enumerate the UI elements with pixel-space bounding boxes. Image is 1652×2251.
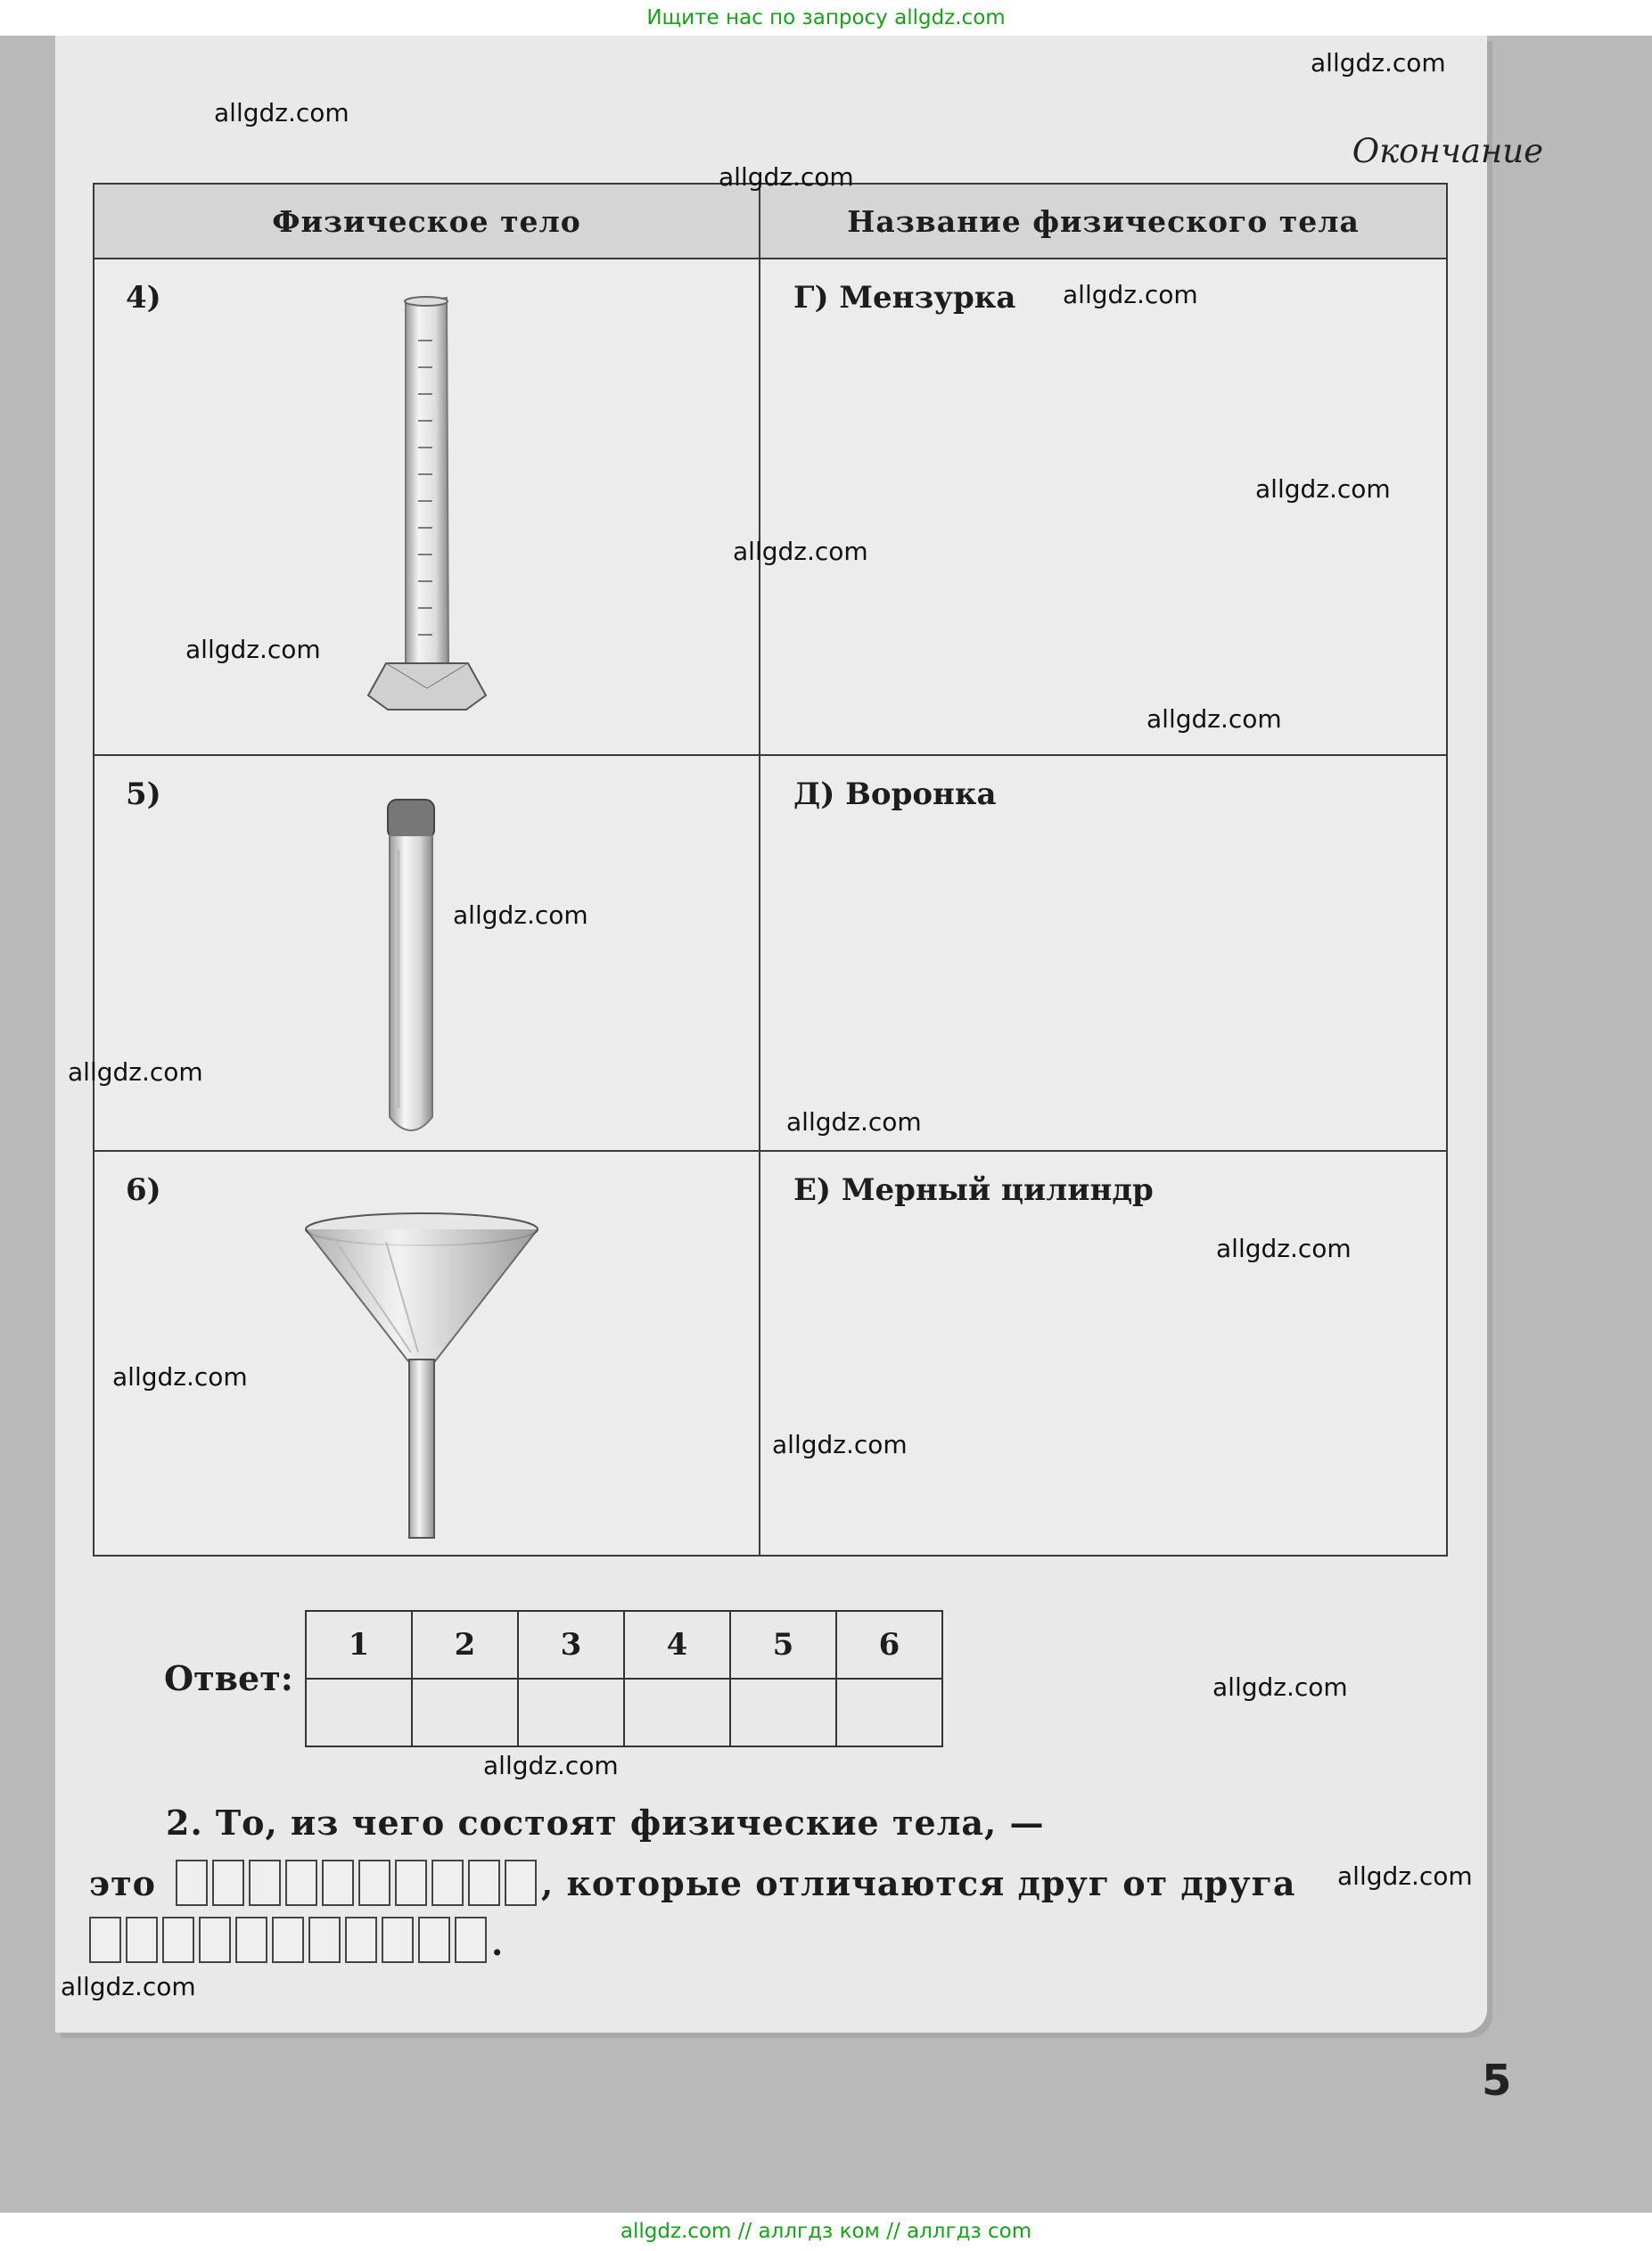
watermark[interactable]: allgdz.com: [1212, 1672, 1348, 1702]
name-cell-6: [760, 1151, 1447, 1556]
row-number: 5): [126, 776, 161, 812]
answer-input-4[interactable]: [624, 1679, 730, 1746]
test-tube-icon: [372, 796, 452, 1144]
watermark[interactable]: allgdz.com: [772, 1430, 908, 1459]
answer-col-5: 5: [730, 1611, 836, 1679]
task2-period: .: [491, 1923, 504, 1963]
body-name: Е) Мерный цилиндр: [793, 1172, 1154, 1208]
body-cell-5: [94, 755, 760, 1151]
name-cell-5: [760, 755, 1447, 1151]
watermark[interactable]: allgdz.com: [1063, 280, 1198, 309]
letter-box[interactable]: [418, 1917, 450, 1963]
watermark[interactable]: allgdz.com: [68, 1057, 203, 1087]
name-cell-4: [760, 259, 1447, 755]
funnel-icon: [297, 1210, 547, 1540]
letter-box[interactable]: [382, 1917, 414, 1963]
watermark[interactable]: allgdz.com: [112, 1362, 248, 1392]
letter-box[interactable]: [468, 1860, 500, 1906]
letter-box[interactable]: [322, 1860, 354, 1906]
answer-input-6[interactable]: [836, 1679, 942, 1746]
measuring-cylinder-icon: [359, 296, 502, 715]
watermark[interactable]: allgdz.com: [214, 98, 349, 127]
header-body-name: Название физического тела: [760, 184, 1447, 259]
letter-box[interactable]: [455, 1917, 487, 1963]
header-physical-body: Физическое тело: [94, 184, 760, 259]
task2-line1: 2. То, из чего состоят физические тела, —: [166, 1803, 1045, 1843]
top-banner-text[interactable]: Ищите нас по запросу allgdz.com: [646, 6, 1006, 29]
watermark[interactable]: allgdz.com: [786, 1107, 922, 1137]
row-number: 6): [126, 1172, 161, 1208]
answer-input-row: [306, 1679, 942, 1746]
task2-which-differ: , которые отличаются друг от друга: [541, 1862, 1296, 1903]
bottom-banner: [0, 2213, 1652, 2251]
letter-box[interactable]: [249, 1860, 281, 1906]
matching-table: [93, 183, 1448, 1557]
answer-col-1: 1: [306, 1611, 412, 1679]
watermark[interactable]: allgdz.com: [1337, 1861, 1473, 1891]
watermark[interactable]: allgdz.com: [719, 162, 854, 192]
letter-box[interactable]: [89, 1917, 121, 1963]
answer-header-row: [306, 1611, 942, 1679]
body-cell-4: [94, 259, 760, 755]
answer-col-3: 3: [518, 1611, 624, 1679]
letter-box[interactable]: [505, 1860, 537, 1906]
watermark[interactable]: allgdz.com: [185, 635, 321, 664]
letter-box[interactable]: [199, 1917, 231, 1963]
letter-box[interactable]: [235, 1917, 267, 1963]
task2-line2: [89, 1860, 1296, 1906]
answer-grid: [305, 1610, 943, 1747]
answer-col-6: 6: [836, 1611, 942, 1679]
answer-input-2[interactable]: [412, 1679, 518, 1746]
letter-boxes-2[interactable]: [89, 1917, 491, 1963]
watermark[interactable]: allgdz.com: [1311, 48, 1446, 78]
watermark[interactable]: allgdz.com: [453, 900, 588, 930]
table-header-row: [94, 184, 1447, 259]
page-number: 5: [1482, 2056, 1512, 2106]
letter-box[interactable]: [285, 1860, 317, 1906]
watermark[interactable]: allgdz.com: [1255, 474, 1391, 504]
body-cell-6: [94, 1151, 760, 1556]
letter-box[interactable]: [126, 1917, 158, 1963]
letter-box[interactable]: [176, 1860, 208, 1906]
answer-input-5[interactable]: [730, 1679, 836, 1746]
letter-boxes-1[interactable]: [176, 1860, 541, 1906]
ending-label: Окончание: [1352, 132, 1543, 170]
answer-input-1[interactable]: [306, 1679, 412, 1746]
letter-box[interactable]: [308, 1917, 341, 1963]
letter-box[interactable]: [162, 1917, 194, 1963]
letter-box[interactable]: [345, 1917, 377, 1963]
bottom-banner-text[interactable]: allgdz.com // аллгдз ком // аллгдз com: [620, 2220, 1032, 2243]
watermark[interactable]: allgdz.com: [61, 1972, 196, 2001]
table-row: [94, 755, 1447, 1151]
table-row: [94, 1151, 1447, 1556]
table-row: [94, 259, 1447, 755]
letter-box[interactable]: [358, 1860, 390, 1906]
answer-col-4: 4: [624, 1611, 730, 1679]
watermark[interactable]: allgdz.com: [1216, 1234, 1352, 1263]
task2-this: это: [89, 1862, 157, 1903]
answer-label: Ответ:: [164, 1658, 293, 1698]
watermark[interactable]: allgdz.com: [1147, 704, 1282, 734]
answer-input-3[interactable]: [518, 1679, 624, 1746]
letter-box[interactable]: [395, 1860, 427, 1906]
body-name: Г) Мензурка: [793, 280, 1016, 316]
task2-line3: [89, 1917, 503, 1963]
watermark[interactable]: allgdz.com: [483, 1751, 619, 1780]
top-banner: [0, 0, 1652, 36]
answer-col-2: 2: [412, 1611, 518, 1679]
letter-box[interactable]: [272, 1917, 304, 1963]
body-name: Д) Воронка: [793, 776, 997, 812]
letter-box[interactable]: [212, 1860, 244, 1906]
row-number: 4): [126, 280, 161, 316]
watermark[interactable]: allgdz.com: [733, 537, 868, 566]
letter-box[interactable]: [431, 1860, 464, 1906]
